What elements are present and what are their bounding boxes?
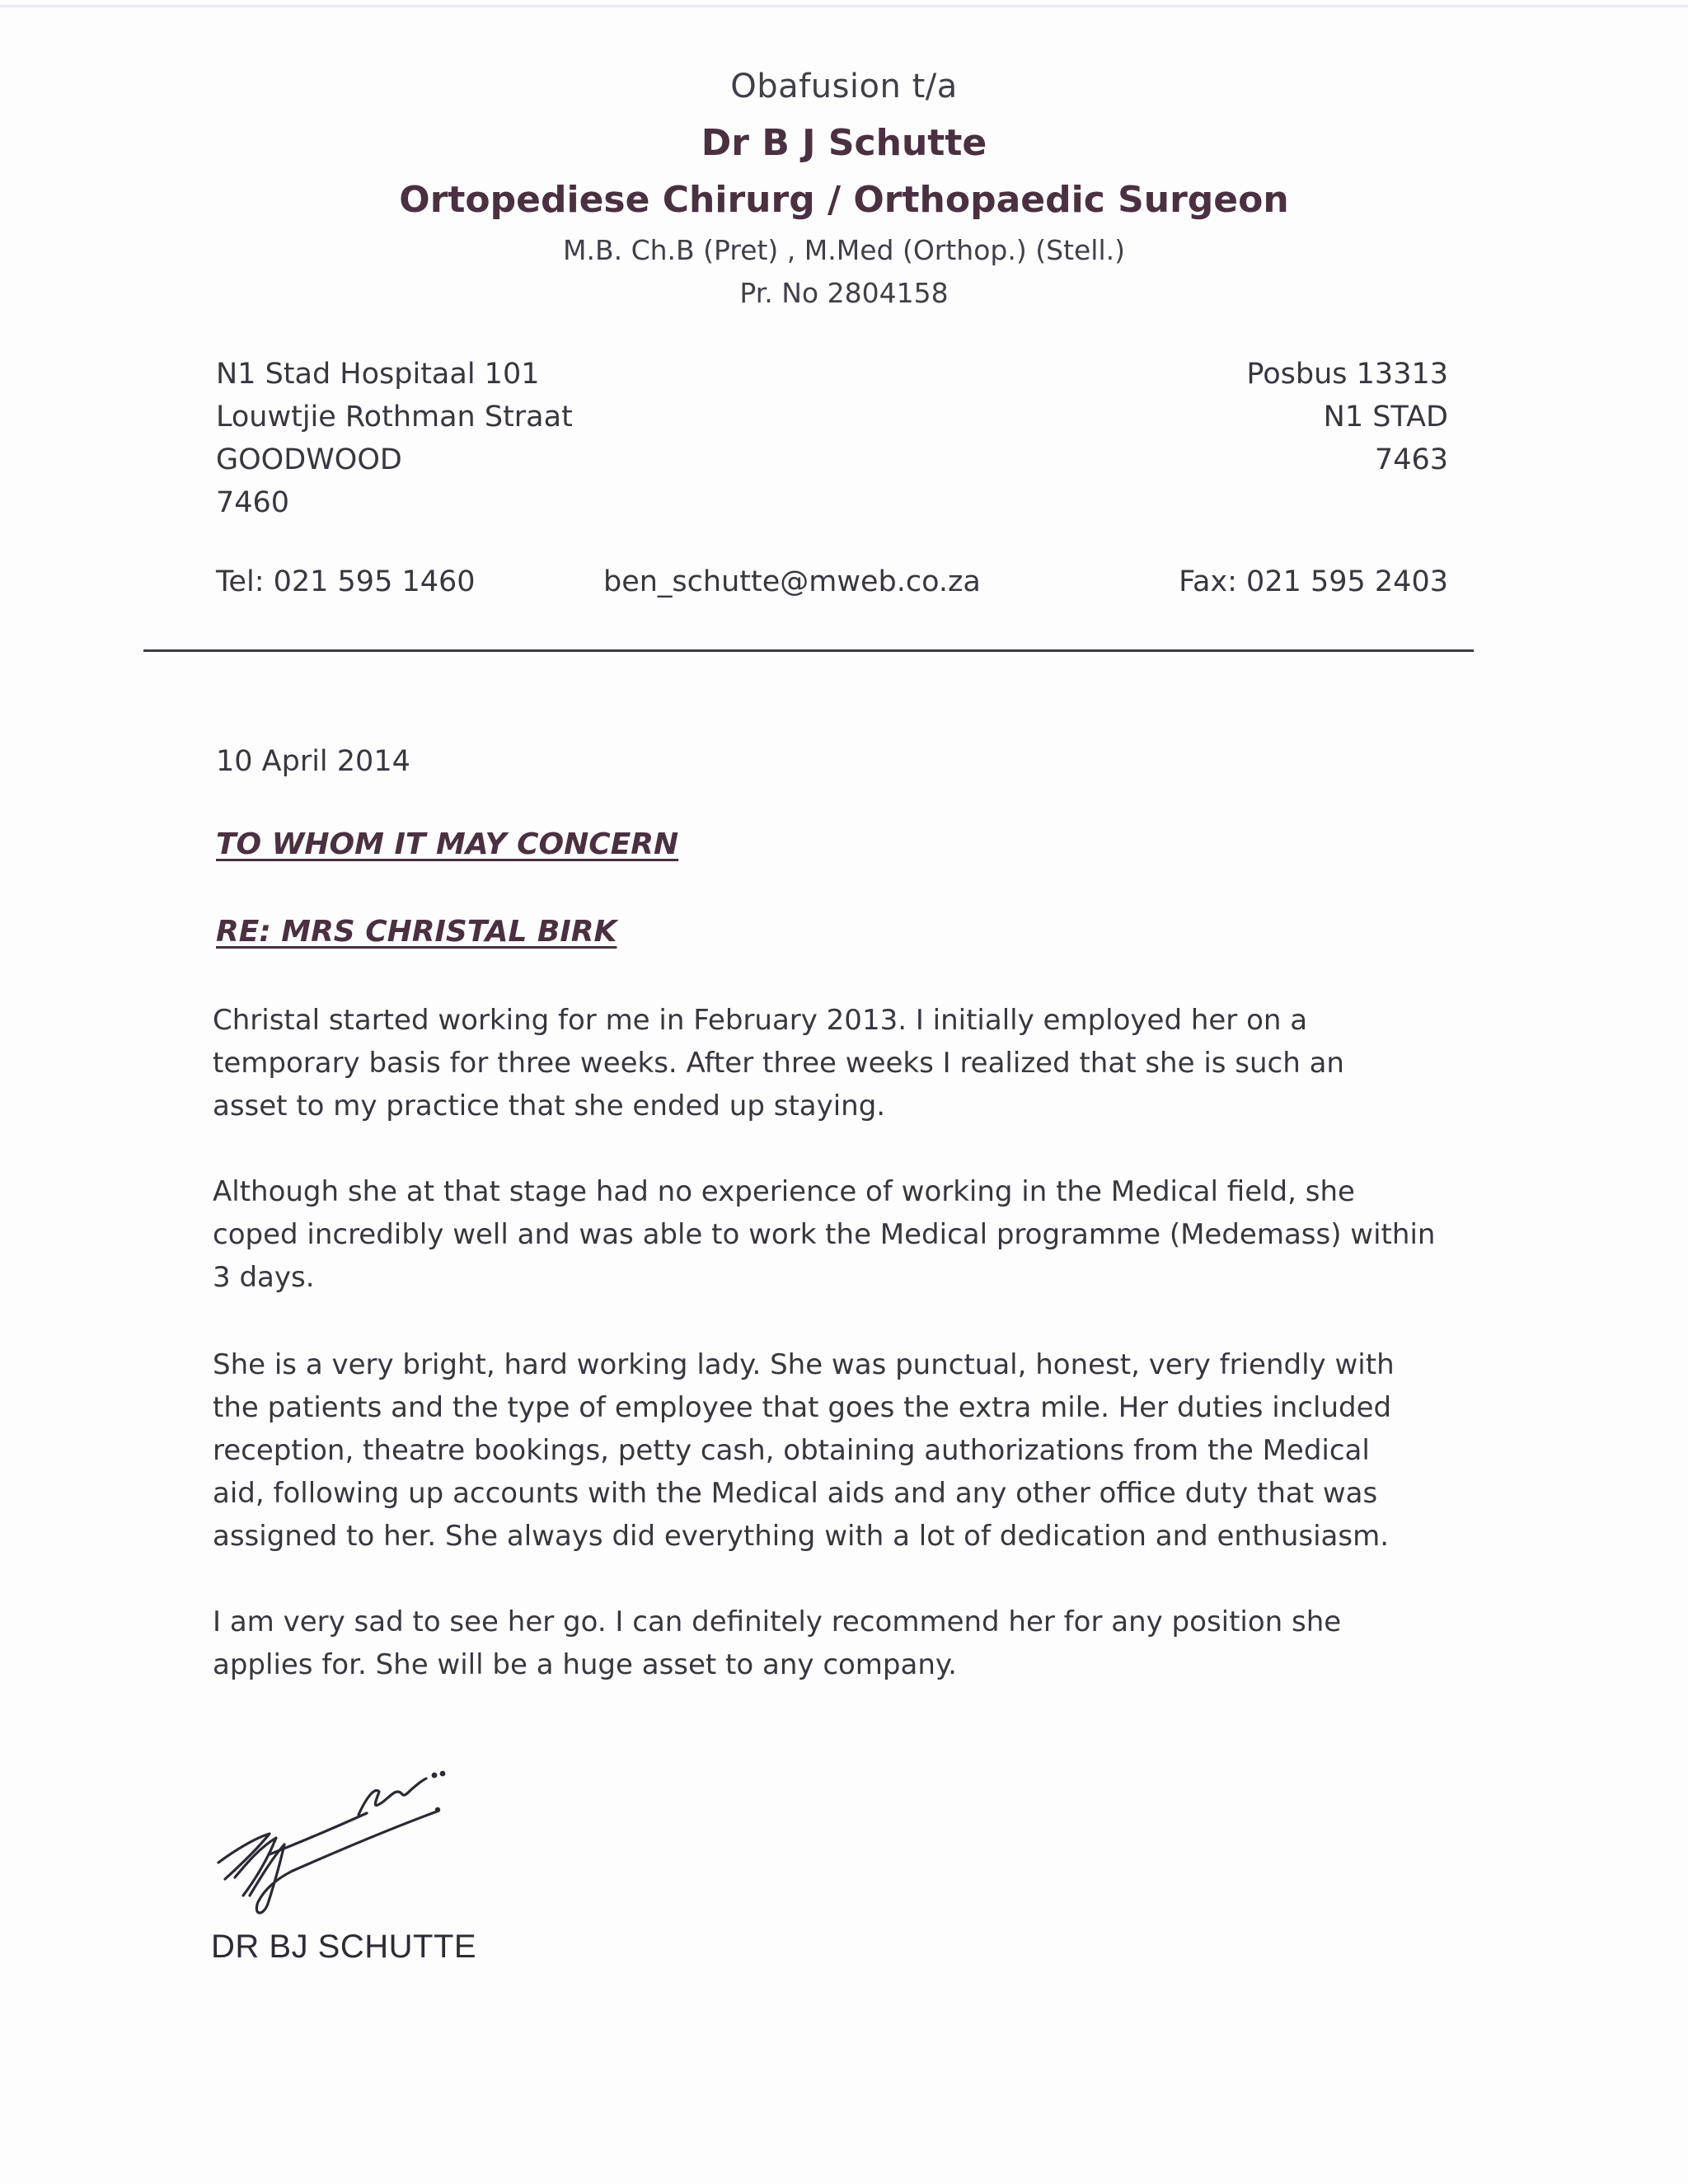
address-line: Louwtjie Rothman Straat bbox=[216, 401, 573, 434]
body-paragraph-1 bbox=[213, 999, 1482, 1127]
paragraph-line: I am very sad to see her go. I can definitely recommend her for any position she bbox=[213, 1605, 1342, 1638]
letter-date: 10 April 2014 bbox=[216, 745, 410, 778]
letterhead-practice-number: Pr. No 2804158 bbox=[739, 277, 949, 309]
salutation-heading: TO WHOM IT MAY CONCERN bbox=[216, 827, 679, 861]
paragraph-line: coped incredibly well and was able to work the Medical programme (Medemass) within bbox=[213, 1218, 1436, 1251]
letterhead-title: Ortopediese Chirurg / Orthopaedic Surgeon bbox=[399, 179, 1289, 221]
paragraph-line: the patients and the type of employee that goes the extra mile. Her duties included bbox=[213, 1391, 1392, 1424]
address-line: Posbus 13313 bbox=[1246, 358, 1448, 391]
paragraph-line: temporary basis for three weeks. After three weeks I realized that she is such an bbox=[213, 1047, 1344, 1080]
letterhead-name: Dr B J Schutte bbox=[701, 122, 987, 164]
scan-edge bbox=[0, 5, 1688, 7]
handwritten-signature bbox=[210, 1755, 474, 1920]
paragraph-line: She is a very bright, hard working lady. She was punctual, honest, very friendly with bbox=[213, 1348, 1395, 1381]
paragraph-line: aid, following up accounts with the Medical aids and any other office duty that was bbox=[213, 1477, 1378, 1510]
address-line: GOODWOOD bbox=[216, 443, 402, 476]
subject-heading: RE: MRS CHRISTAL BIRK bbox=[216, 915, 617, 949]
letterhead-company: Obafusion t/a bbox=[730, 68, 958, 105]
paragraph-line: Although she at that stage had no experience of working in the Medical field, she bbox=[213, 1175, 1355, 1208]
address-line: 7460 bbox=[216, 486, 290, 519]
body-paragraph-3 bbox=[213, 1343, 1482, 1558]
email-address: ben_schutte@mweb.co.za bbox=[603, 565, 981, 598]
paragraph-line: reception, theatre bookings, petty cash, obtaining authorizations from the Medical bbox=[213, 1434, 1370, 1467]
letterhead-qualifications: M.B. Ch.B (Pret) , M.Med (Orthop.) (Stell.) bbox=[563, 234, 1125, 266]
telephone: Tel: 021 595 1460 bbox=[216, 565, 476, 598]
postal-address bbox=[1246, 353, 1448, 481]
signatory-name: DR BJ SCHUTTE bbox=[211, 1929, 477, 1965]
physical-address bbox=[216, 353, 573, 524]
body-paragraph-2 bbox=[213, 1170, 1482, 1299]
address-line: 7463 bbox=[1374, 443, 1448, 476]
paragraph-line: Christal started working for me in February 2013. I initially employed her on a bbox=[213, 1004, 1308, 1037]
fax-number: Fax: 021 595 2403 bbox=[1179, 565, 1448, 598]
address-line: N1 Stad Hospitaal 101 bbox=[216, 358, 540, 391]
paragraph-line: assigned to her. She always did everything with a lot of dedication and enthusiasm. bbox=[213, 1520, 1390, 1553]
letterhead-divider bbox=[143, 649, 1474, 652]
paragraph-line: asset to my practice that she ended up staying. bbox=[213, 1090, 886, 1122]
body-paragraph-4 bbox=[213, 1601, 1482, 1686]
paragraph-line: applies for. She will be a huge asset to any company. bbox=[213, 1648, 957, 1681]
paragraph-line: 3 days. bbox=[213, 1261, 315, 1294]
address-line: N1 STAD bbox=[1323, 401, 1448, 434]
